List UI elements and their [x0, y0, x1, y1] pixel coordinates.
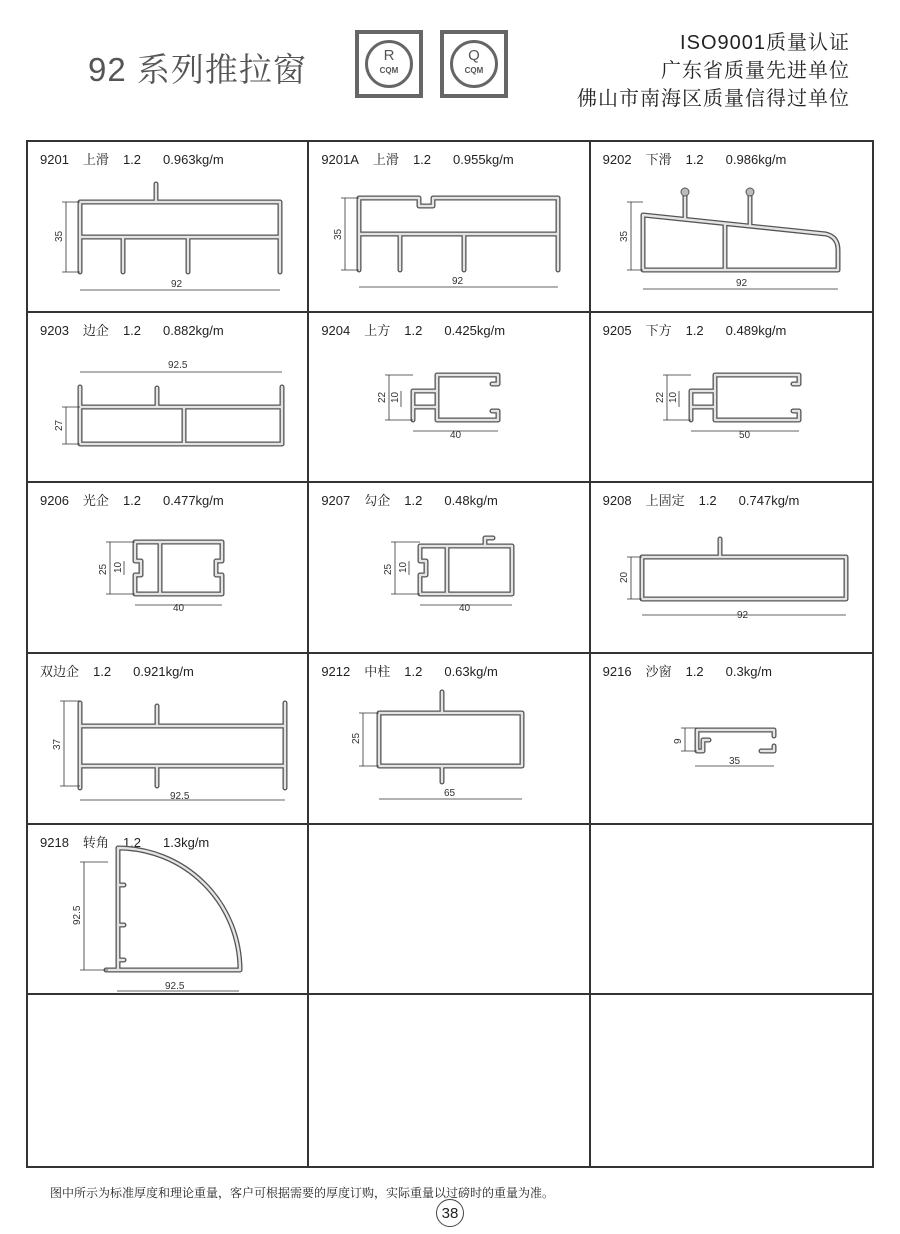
dimension-label: 40 [459, 603, 471, 615]
dimension-label: 35 [333, 228, 345, 240]
dimension-label: 35 [618, 230, 630, 242]
dimension-label: 40 [173, 603, 185, 615]
profile-grid [26, 140, 874, 1168]
profile-cell [591, 483, 872, 654]
empty-cell [591, 825, 872, 996]
profile-outline [379, 692, 522, 782]
profile-inner [420, 538, 512, 594]
profile-inner [697, 730, 774, 751]
profile-drawing [28, 142, 311, 313]
profile-outline [691, 375, 799, 420]
profile-drawing [28, 313, 311, 484]
dimension-label: 22 [654, 391, 666, 403]
profile-inner [643, 194, 838, 270]
profile-drawing [309, 483, 592, 654]
dimension-label: 10 [667, 391, 679, 403]
profile-drawing [591, 654, 874, 825]
dimension-label: 92.5 [165, 980, 185, 992]
profile-label: 9206 光企 1.2 0.477kg/m [40, 493, 224, 509]
profile-cell [28, 142, 309, 313]
profile-outline [106, 848, 240, 970]
dimension-label: 40 [450, 429, 462, 441]
dimension-label: 92 [452, 276, 464, 287]
dimension-label: 35 [54, 230, 65, 242]
dimension-lines [341, 198, 558, 287]
profile-cell [591, 313, 872, 484]
dimension-label: 25 [383, 564, 395, 576]
profile-cell [591, 142, 872, 313]
profile-label: 9201A 上滑 1.2 0.955kg/m [321, 152, 514, 167]
profile-label: 9218 转角 1.2 1.3kg/m [40, 834, 210, 850]
dimension-label: 10 [398, 562, 410, 574]
profile-inner [359, 198, 558, 270]
profile-label: 9216 沙窗 1.2 0.3kg/m [602, 664, 772, 679]
empty-cell [28, 995, 309, 1166]
footer-note: 图中所示为标准厚度和理论重量，客户可根据需要的厚度订购，实际重量以过磅时的重量为准。 [50, 1186, 555, 1200]
dimension-label: 92.5 [168, 359, 188, 371]
profile-label: 9203 边企 1.2 0.882kg/m [40, 322, 224, 338]
profile-cell [309, 483, 590, 654]
dimension-label: 10 [390, 391, 402, 403]
dimension-label: 20 [618, 572, 630, 584]
dimension-label: 65 [444, 788, 456, 799]
profile-drawing [309, 142, 592, 313]
dimension-label: 37 [52, 738, 63, 750]
dimension-label: 92.5 [170, 791, 190, 802]
dimension-label: 35 [728, 756, 740, 767]
cqm-q-logo: Q CQM [440, 30, 508, 98]
certification-line: 广东省质量先进单位 [661, 60, 850, 82]
dimension-label: 92 [171, 279, 183, 290]
dimension-label: 9 [672, 738, 684, 744]
dimension-lines [627, 557, 846, 615]
profile-label: 9201 上滑 1.2 0.963kg/m [40, 152, 224, 167]
profile-inner [80, 387, 282, 444]
profile-cell [28, 313, 309, 484]
empty-cell [309, 995, 590, 1166]
profile-inner [106, 848, 240, 970]
profile-inner [80, 703, 285, 788]
profile-outline [80, 184, 280, 272]
dimension-lines [663, 375, 799, 431]
profile-drawing [591, 483, 874, 654]
profile-label: 9202 下滑 1.2 0.986kg/m [602, 152, 787, 167]
profile-drawing [28, 654, 311, 825]
dimension-label: 92 [735, 278, 747, 289]
dimension-lines [60, 701, 285, 800]
dimension-lines [385, 375, 498, 431]
profile-inner [691, 375, 799, 420]
profile-inner [413, 375, 498, 420]
profile-inner [135, 542, 222, 594]
profile-label: 9208 上固定 1.2 0.747kg/m [602, 493, 800, 509]
profile-drawing [591, 313, 874, 484]
profile-cell [591, 654, 872, 825]
dimension-label: 25 [351, 732, 363, 744]
profile-cell [309, 654, 590, 825]
dimension-label: 22 [377, 391, 389, 403]
profile-outline [80, 703, 285, 788]
profile-cell [28, 654, 309, 825]
profile-cell [309, 313, 590, 484]
dimension-label: 10 [113, 562, 124, 574]
profile-outline [135, 542, 222, 594]
profile-inner [80, 184, 280, 272]
certification-line: ISO9001质量认证 [680, 32, 850, 54]
dimension-lines [359, 713, 522, 799]
profile-drawing [28, 483, 311, 654]
profile-label: 9205 下方 1.2 0.489kg/m [602, 322, 787, 338]
profile-cell [309, 142, 590, 313]
dimension-label: 50 [738, 429, 750, 441]
page-number: 38 [436, 1199, 464, 1227]
dimension-label: 92 [736, 610, 748, 622]
dimension-label: 25 [98, 564, 109, 576]
profile-label: 9207 勾企 1.2 0.48kg/m [321, 493, 498, 509]
empty-cell [309, 825, 590, 996]
profile-drawing [591, 142, 874, 313]
profile-label: 9204 上方 1.2 0.425kg/m [321, 322, 506, 338]
page-title: 92 系列推拉窗 [88, 51, 307, 88]
profile-outline [413, 375, 498, 420]
dimension-label: 92.5 [72, 905, 83, 925]
empty-cell [591, 995, 872, 1166]
dimension-label: 27 [54, 419, 65, 431]
dimension-lines [62, 202, 280, 290]
profile-outline [80, 387, 282, 444]
profile-inner [642, 539, 846, 599]
profile-drawing [309, 654, 592, 825]
profile-label: 9212 中柱 1.2 0.63kg/m [321, 664, 498, 679]
profile-label: 双边企 1.2 0.921kg/m [40, 664, 194, 679]
profile-drawing [28, 825, 311, 996]
profile-outline [642, 539, 846, 599]
cqm-r-logo: R CQM [355, 30, 423, 98]
certification-line: 佛山市南海区质量信得过单位 [577, 88, 850, 110]
profile-cell [28, 483, 309, 654]
profile-drawing [309, 313, 592, 484]
profile-cell [28, 825, 309, 996]
